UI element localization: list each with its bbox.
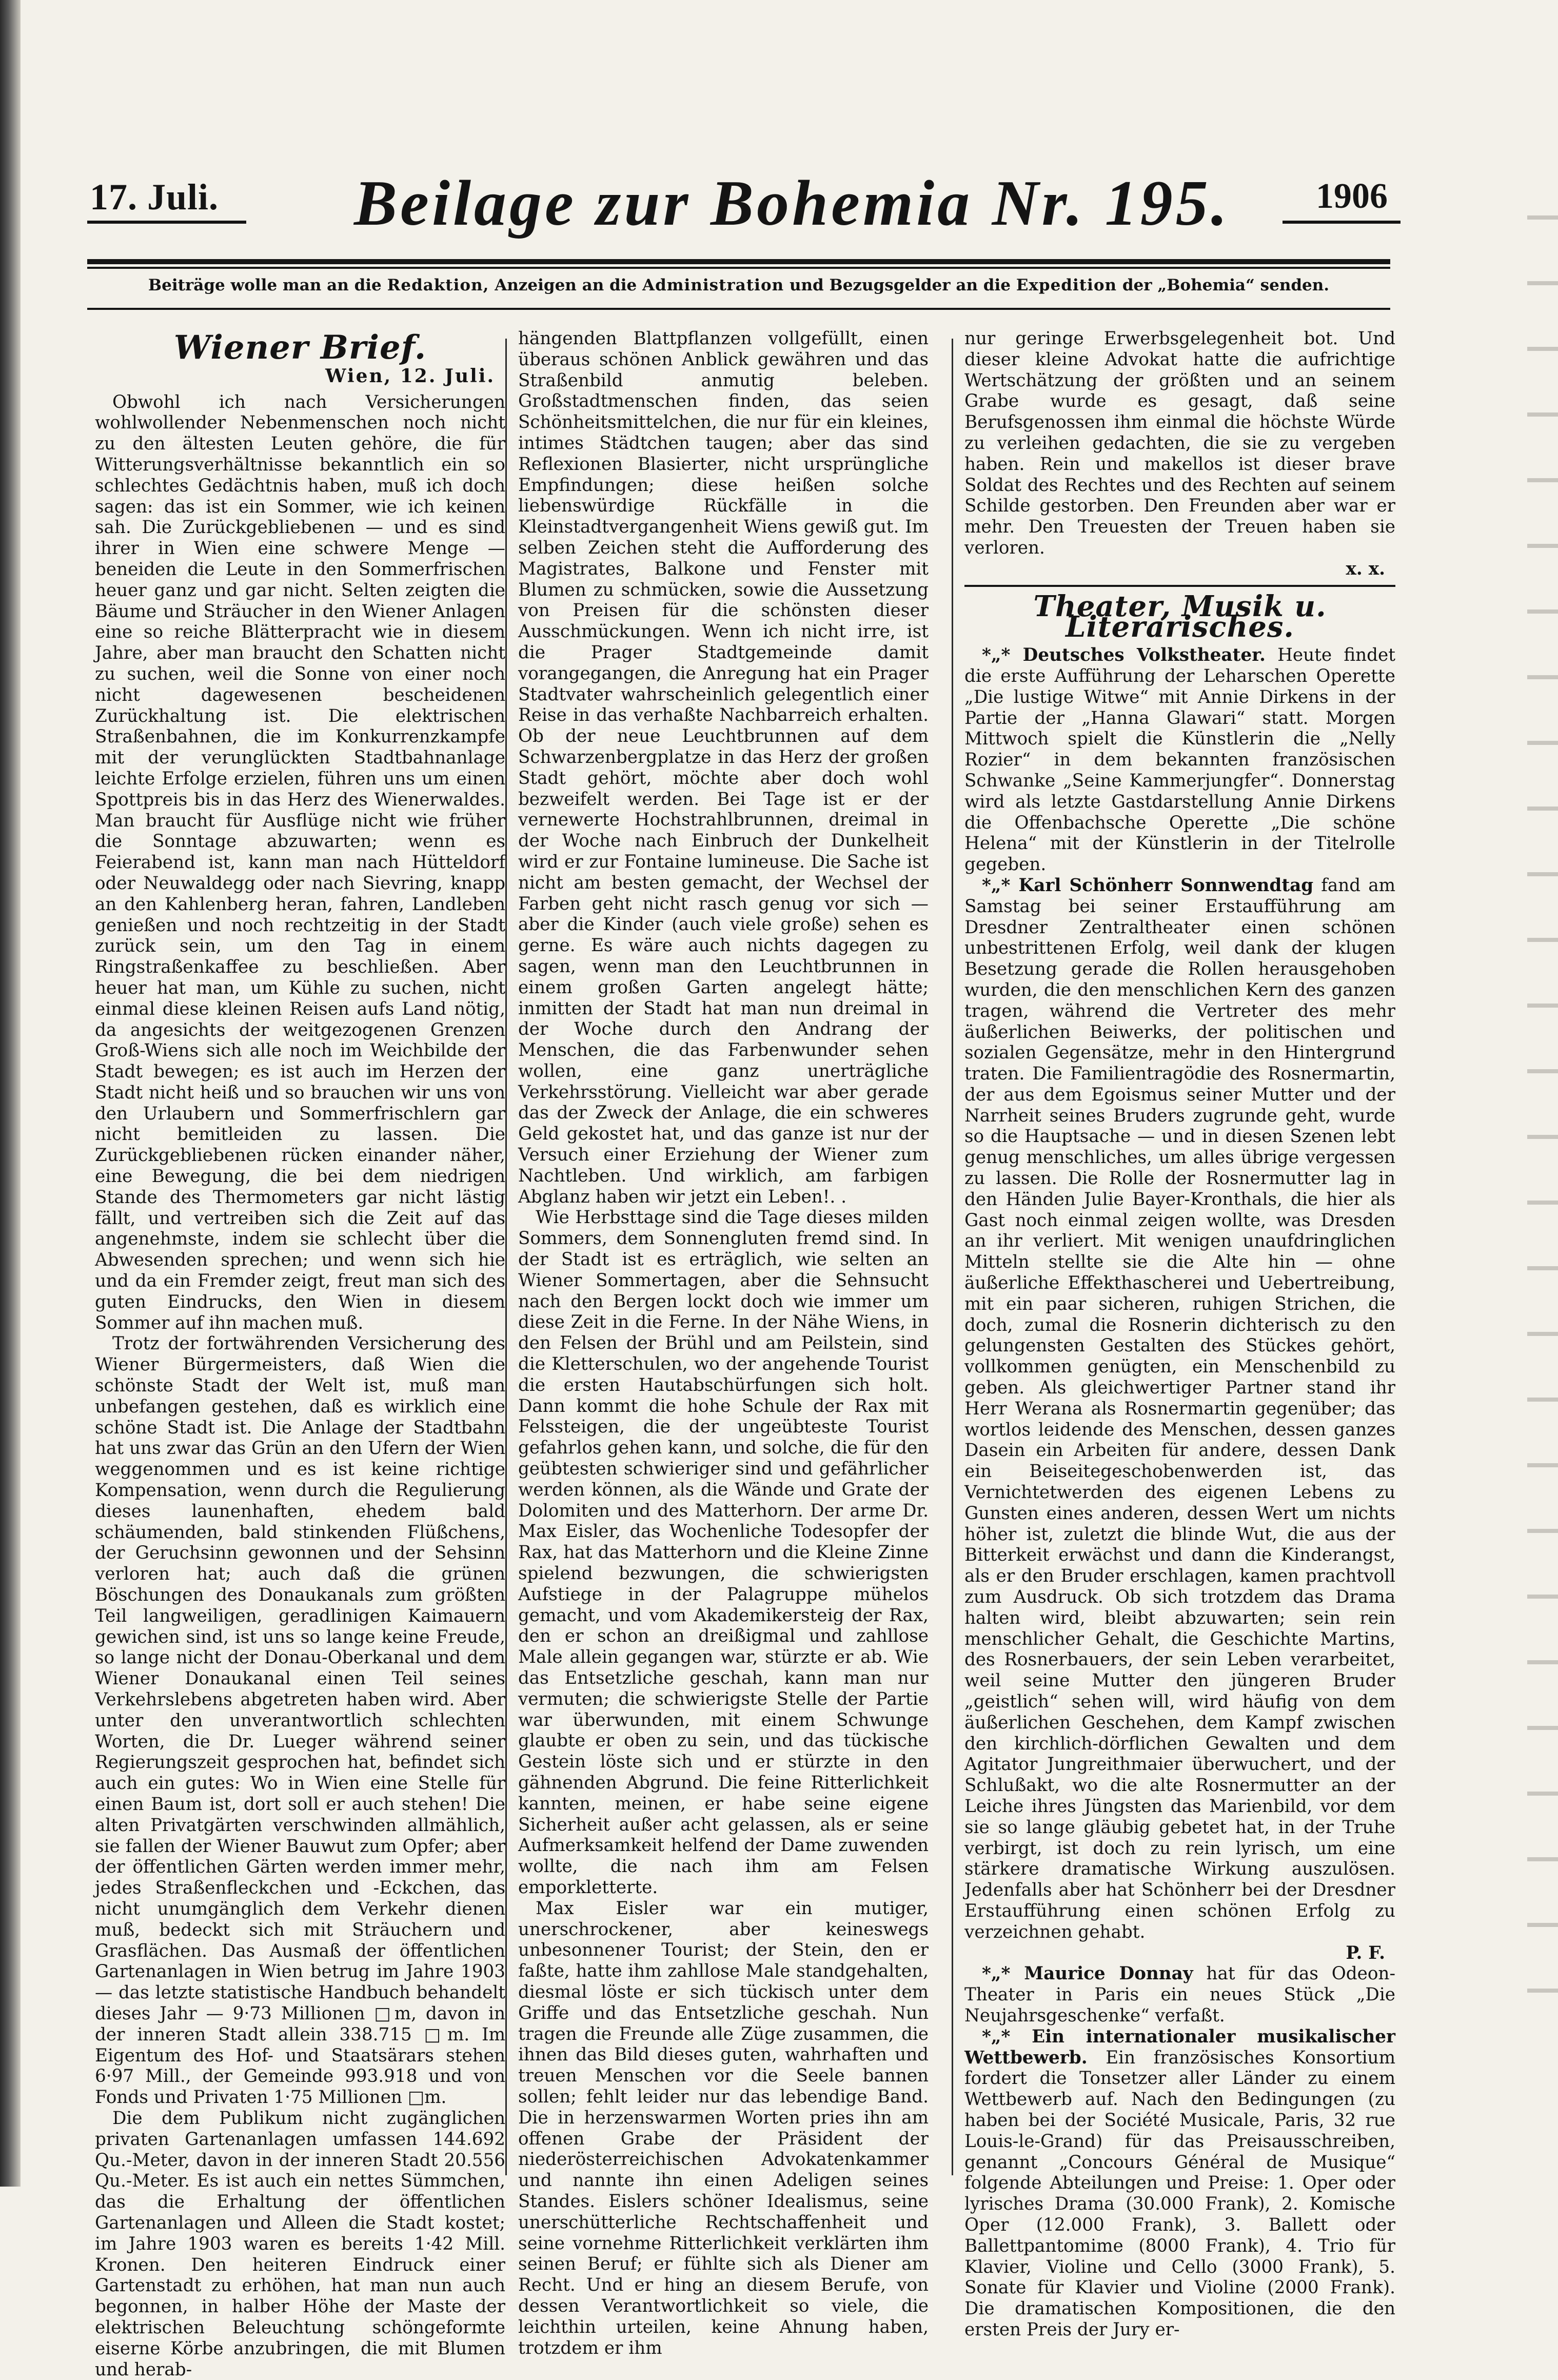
issue-year-underline [1283,221,1401,224]
issue-date: 17. Juli. [90,176,219,218]
page-title: Beilage zur Bohemia Nr. 195. [354,168,1231,239]
news-item-text: hat für das Odeon-Theater in Paris ein neues Stück „Die Neujahrsgeschenke“ verfaßt. [964,1963,1395,2026]
article-paragraph: Obwohl ich nach Versicherungen wohlwollender Nebenmenschen noch nicht zu den ältesten Leuten gehöre, die für Witterungsverhältnisse bekanntlich ein so schlechtes Gedächtnis haben, muß ich doch sagen: das ist ein Sommer, wie ich keinen sah. Die Zurückgebliebenen — und es sind ihrer in Wien eine schwere Menge — beneiden die Leute in den Sommerfrischen heuer ganz und gar nicht. Selten zeigten die Bäume und Sträucher in den Wiener Anlagen eine so reiche Blätterpracht wie in diesem Jahre, aber man braucht den Schatten nicht zu suchen, weil die Sonne von einer noch nicht dagewesenen bescheidenen Zurückhaltung ist. Die elektrischen Straßenbahnen, die im Konkurrenzkampfe mit der verunglückten Stadtbahnanlage leichte Erfolge erzielen, führen uns um einen Spottpreis bis in das Herz des Wienerwaldes. Man braucht für Ausflüge nicht wie früher die Sonntage abzuwarten; wenn es Feierabend ist, kann man nach Hütteldorf oder Neuwaldegg oder nach Sievring, knapp an den Kahlenberg heran, fahren, Landleben genießen und noch rechtzeitig in der Stadt zurück sein, um den Tag in einem Ringstraßenkaffee zu beschließen. Aber heuer hat man, um Kühle zu suchen, nicht einmal diese kleinen Reisen aufs Land nötig, da angesichts der weitgezogenen Grenzen Groß-Wiens sich alle noch im Weichbilde der Stadt bewegen; es ist auch im Herzen der Stadt nicht heiß und so brauchen wir uns von den Urlaubern und Sommerfrischlern gar nicht bemitleiden zu lassen. Die Zurückgebliebenen rücken einander näher, eine Bewegung, die bei dem niedrigen Stande des Thermometers gar nicht lästig fällt, und vertreiben sich die Zeit auf das angenehmste, indem sie schlecht über die Abwesenden sprechen; und wenn sich hie und da ein Fremder zeigt, freut man sich des guten Eindrucks, den Wien in diesem Sommer auf ihn machen muß. [95,391,505,1333]
issue-date-underline [87,221,246,224]
page-binding-edge [0,0,21,2187]
notice-text-3: und Bezugsgelder an die [784,276,1016,294]
masthead-rule [87,259,1390,264]
column-3 [964,328,1395,2340]
section-rule [964,585,1395,587]
column-divider [505,339,507,2175]
issue-year: 1906 [1316,176,1388,216]
news-item [964,2027,1395,2340]
article-paragraph: nur geringe Erwerbsgelegenheit bot. Und dieser kleine Advokat hatte die aufrichtige Wertschätzung der größten und an seinem Grabe wurde es gesagt, daß seine Berufsgenossen ihm einmal die höchste Würde zu verleihen gedachten, die sie zu vergeben haben. Rein und makellos ist dieser brave Soldat des Rechtes und des Rechten auf seinem Schilde gestorben. Den Freunden aber war er mehr. Den Treuesten der Treuen haben sie verloren. [964,328,1395,558]
notice-expedition: Expedition [1016,276,1117,294]
article-paragraph: Max Eisler war ein mutiger, unerschrockener, aber keineswegs unbesonnener Tourist; der Stein, den er faßte, hatte ihm zahllose Male standgehalten, diesmal löste er sich tückisch unter dem Griffe und das Entsetzliche geschah. Nun tragen die Freunde alle Züge zusammen, die ihnen das Bild dieses guten, wahrhaften und treuen Menschen vor die Seele bannen sollen; fehlt leider nur das lebendige Band. Die in herzenswarmen Worten pries ihn am offenen Grabe der Präsident der niederösterreichischen Advokatenkammer und nannte ihn einen Adeligen seines Standes. Eislers schöner Idealismus, seine unerschütterliche Rechtschaffenheit und seine vornehme Ritterlichkeit verklärten ihm seinen Beruf; er fühlte sich als Diener am Recht. Und er hing an diesem Berufe, von dessen Verantwortlichkeit so viele, die leichthin urteilen, keine Ahnung haben, trotzdem er ihm [518,1898,929,2358]
column-divider [952,339,953,2175]
news-item-heading: *„* Deutsches Volkstheater. [982,645,1266,666]
masthead-rule-thin [87,267,1390,269]
column-2 [518,328,929,2358]
notice-text-4: der „Bohemia“ senden. [1117,276,1330,294]
article-paragraph: Trotz der fortwährenden Versicherung des Wiener Bürgermeisters, daß Wien die schönste Stadt der Welt ist, muß man unbefangen gestehen, daß es wirklich eine schöne Stadt ist. Die Anlage der Stadtbahn hat uns zwar das Grün an den Ufern der Wien weggenommen und es ist keine richtige Kompensation, wenn durch die Regulierung dieses launenhaften, ehedem bald schäumenden, bald stinkenden Flüßchens, der Geruchsinn gewonnen und der Sehsinn verloren hat; auch daß die grünen Böschungen des Donaukanals zum größten Teil langweiligen, geradlinigen Kaimauern gewichen sind, ist uns so lange keine Freude, so lange nicht der Donau-Oberkanal und dem Wiener Donaukanal einen Teil seines Verkehrslebens abgetreten haben wird. Aber unter den unverantwortlich schlechten Worten, die Dr. Lueger während seiner Regierungszeit gesprochen hat, befindet sich auch ein gutes: Wo in Wien eine Stelle für einen Baum ist, dort soll er auch stehen! Die alten Privatgärten verschwinden allmählich, sie fallen der Wiener Bauwut zum Opfer; aber der öffentlichen Gärten werden immer mehr, jedes Straßenfleckchen und -Eckchen, das nicht unumgänglich dem Verkehr dienen muß, bedeckt sich mit Sträuchern und Grasflächen. Das Ausmaß der öffentlichen Gartenanlagen in Wien betrug im Jahre 1903 — das letzte statistische Handbuch behandelt dieses Jahr — 9·73 Millionen □m, davon in der inneren Stadt allein 338.715 □m. Im Eigentum des Hof- und Staatsärars stehen 6·97 Mill., der Gemeinde 993.918 und von Fonds und Privaten 1·75 Millionen □m. [95,1333,505,2108]
article-signature: x. x. [1346,558,1385,579]
page-edge-marks [1527,154,1558,2052]
notice-rule [87,308,1390,310]
news-item-signature: P. F. [1346,1942,1385,1963]
article-title: Wiener Brief. [173,328,427,367]
news-item-text: Heute findet die erste Aufführung der Leharschen Operette „Die lustige Witwe“ mit Annie Dirkens in der Partie der „Hanna Glawari“ statt. Morgen Mittwoch spielt die Künstlerin die „Nelly Rozier“ in dem bekannten französischen Schwanke „Seine Kammerjungfer“. Donnerstag wird als letzte Gastdarstellung Annie Dirkens die Offenbachsche Operette „Die schöne Helena“ mit der Künstlerin in der Titelrolle gegeben. [964,645,1395,875]
notice-redaktion: Redaktion, [387,276,489,294]
notice-administration: Administration [642,276,784,294]
article-paragraph: Die dem Publikum nicht zugänglichen privaten Gartenanlagen umfassen 144.692 Qu.-Meter, davon in der inneren Stadt 20.556 Qu.-Meter. Es ist auch ein nettes Sümmchen, das die Erhaltung der öffentlichen Gartenanlagen und Alleen die Stadt kostet; im Jahre 1903 waren es bereits 1·42 Mill. Kronen. Den heiteren Eindruck einer Gartenstadt zu erhöhen, hat man nun auch begonnen, in halber Höhe der Maste der elektrischen Beleuchtung schöngeformte eiserne Körbe anzubringen, die mit Blumen und herab- [95,2108,505,2380]
news-item-text: Ein französisches Konsortium fordert die Tonsetzer aller Länder zu einem Wettbewerb auf. Nach den Bedingungen (zu haben bei der Société Musicale, Paris, 32 rue Louis-le-Grand) für das Preisausschreiben, genannt „Concours Général de Musique“ folgende Abteilungen und Preise: 1. Oper oder lyrisches Drama (30.000 Frank), 2. Komische Oper (12.000 Frank), 3. Ballett oder Ballettpantomime (8000 Frank), 4. Trio für Klavier, Violine und Cello (3000 Frank), 5. Sonate für Klavier und Violine (2000 Frank). Die dramatischen Kompositionen, die den ersten Preis der Jury er- [964,2047,1395,2340]
news-item [964,875,1395,1943]
masthead [87,167,1401,257]
news-item [964,1963,1395,2026]
notice-text-1: Beiträge wolle man an die [148,276,387,294]
news-item-heading: *„* Karl Schönherr Sonnwendtag [982,875,1314,896]
article-paragraph: hängenden Blattpflanzen vollgefüllt, einen überaus schönen Anblick gewähren und das Straßenbild anmutig beleben. Großstadtmenschen finden, das seien Schönheitsmittelchen, die nur für ein kleines, intimes Städtchen taugen; aber das sind Reflexionen Blasierter, nicht ursprüngliche Empfindungen; diese heißen solche liebenswürdige Rückfälle in die Kleinstadtvergangenheit Wiens gewiß gut. Im selben Zeichen steht die Aufforderung des Magistrates, Balkone und Fenster mit Blumen zu schmücken, sowie die Aussetzung von Preisen für die schönsten dieser Ausschmückungen. Wenn ich nicht irre, ist die Prager Stadtgemeinde damit vorangegangen, die Anregung hat ein Prager Stadtvater wahrscheinlich gelegentlich einer Reise in das verhaßte Nachbarreich erhalten. Ob der neue Leuchtbrunnen auf dem Schwarzenbergplatze in das Herz der großen Stadt gehört, möchte aber doch wohl bezweifelt werden. Bei Tage ist er der vernewerte Hochstrahlbrunnen, dreimal in der Woche nach Einbruch der Dunkelheit wird er zur Fontaine lumineuse. Die Sache ist nicht am besten gemacht, der Wechsel der Farben geht nicht rasch genug vor sich — aber die Kinder (auch viele große) sehen es gerne. Es wäre auch nichts dagegen zu sagen, wenn man den Leuchtbrunnen in einem großen Garten angelegt hätte; inmitten der Stadt hat man nun dreimal in der Woche durch den Andrang der Menschen, die das Farbenwunder sehen wollen, eine ganz unerträgliche Verkehrsstörung. Vielleicht war aber gerade das der Zweck der Anlage, die ein schweres Geld gekostet hat, und das ganze ist nur der Versuch einer Erziehung der Wiener zum Nachtleben. Und wirklich, am farbigen Abglanz haben wir jetzt ein Leben!. . [518,328,929,1207]
section-title: Theater, Musik u. Literarisches. [1033,589,1327,644]
article-dateline: Wien, 12. Juli. [325,365,495,387]
news-item-text: fand am Samstag bei seiner Erstaufführung am Dresdner Zentraltheater einen schönen unbestrittenen Erfolg, weil dank der klugen Besetzung gerade die Rollen herausgehoben wurden, die den menschlichen Kern des ganzen tragen, während die Vertreter des mehr äußerlichen Beiwerks, der politischen und sozialen Gegensätze, mehr in den Hintergrund traten. Die Familientragödie des Rosnermartin, der aus dem Egoismus seiner Mutter und der Narrheit seines Bruders zugrunde geht, wurde so die Hauptsache — und in diesen Szenen lebt genug menschliches, um alles übrige vergessen zu lassen. Die Rolle der Rosnermutter lag in den Händen Julie Bayer-Kronthals, die hier als Gast noch einmal zeigen wollte, was Dresden an ihr verliert. Mit wenigen unaufdringlichen Mitteln stellte sie die Alte hin — ohne äußerliche Effekthascherei und Uebertreibung, mit ein paar sicheren, ruhigen Strichen, die doch, zumal die Rosnerin dichterisch zu den gelungensten Gestalten des Stückes gehört, vollkommen genügten, ein Menschenbild zu geben. Als gleichwertiger Partner stand ihr Herr Werana als Rosnermartin gegenüber; das wortlos leidende des Menschen, dessen ganzes Dasein ein Arbeiten für andere, dessen Dank ein Beiseitegeschobenwerden ist, das Vernichtetwerden des eigenen Lebens zu Gunsten eines anderen, dessen Wert um nichts höher ist, zuletzt die blinde Wut, die aus der Bitterkeit erwächst und dann die Kinderangst, als er den Bruder erschlagen, kamen prachtvoll zum Ausdruck. Ob sich trotzdem das Drama halten wird, bleibt abzuwarten; sein rein menschlicher Gehalt, die Geschichte Martins, des Rosnerbauers, der sein Leben verarbeitet, weil seine Mutter den jüngeren Bruder „geistlich“ sehen will, wird häufig von dem äußerlichen Geschehen, dem Kampf zwischen den kirchlich-dörflichen Gewalten und dem Agitator Jungreithmaier überwuchert, und der Schlußakt, wo die alte Rosnermutter an der Leiche ihres Jüngsten das Marienbild, vor dem sie so lange gläubig gebetet hat, in der Truhe verbirgt, ist doch zu rein lyrisch, um eine stärkere dramatische Wirkung auszulösen. Jedenfalls aber hat Schönherr bei der Dresdner Erstaufführung einen schönen Erfolg zu verzeichnen gehabt. [964,875,1395,1942]
column-1 [95,328,505,2380]
article-paragraph: Wie Herbsttage sind die Tage dieses milden Sommers, dem Sonnengluten fremd sind. In der Stadt ist es erträglich, wie selten an Wiener Sommertagen, aber die Sehnsucht nach den Bergen lockt doch wie immer um diese Zeit in die Ferne. In der Nähe Wiens, in den Felsen der Brühl und am Peilstein, sind die Kletterschulen, wo der angehende Tourist die ersten Hautabschürfungen sich holt. Dann kommt die hohe Schule der Rax mit Felssteigen, die der ungeübteste Tourist gefahrlos gehen kann, und solche, die für den geübtesten schwieriger sind und gefährlicher werden können, als die Wände und Grate der Dolomiten und des Matterhorn. Der arme Dr. Max Eisler, das Wochenliche Todesopfer der Rax, hat das Matterhorn und die Kleine Zinne spielend bezwungen, die schwierigsten Aufstiege in der Palagruppe mühelos gemacht, und vom Akademikersteig der Rax, den er schon an dreißigmal und zahllose Male allein gegangen war, stürzte er ab. Wie das Entsetzliche geschah, kann man nur vermuten; die schwierigste Stelle der Partie war überwunden, mit einem Schwunge glaubte er oben zu sein, und das tückische Gestein löste sich und er stürzte in den gähnenden Abgrund. Die feine Ritterlichkeit kannten, meinen, er habe seine eigene Sicherheit außer acht gelassen, als er seine Aufmerksamkeit helfend der Dame zuwenden wollte, die nach ihm am Felsen emporkletterte. [518,1207,929,1898]
notice-text-2: Anzeigen an die [489,276,643,294]
news-item [964,645,1395,875]
submission-notice [87,276,1390,294]
news-item-heading: *„* Maurice Donnay [982,1963,1193,1984]
news-item-heading: *„* Ein internationaler musikalischer Wettbewerb. [964,2026,1395,2068]
